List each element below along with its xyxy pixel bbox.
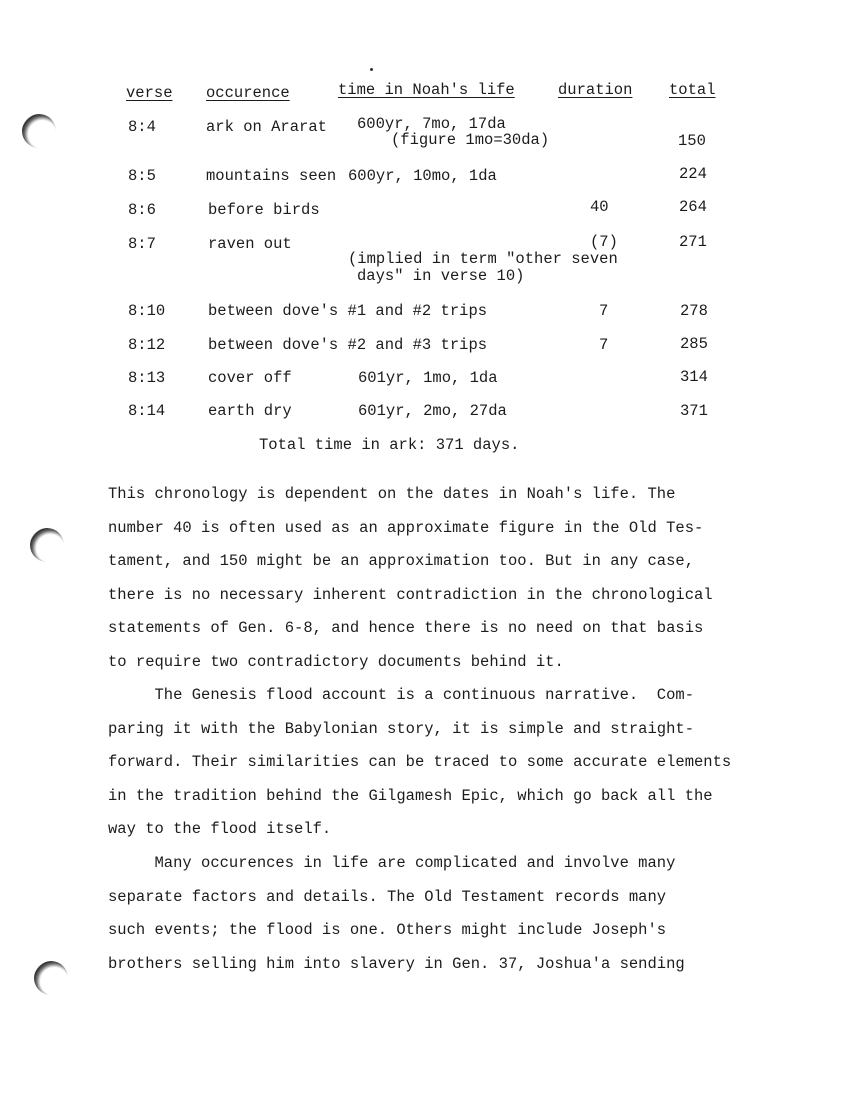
header-verse: verse	[126, 84, 173, 102]
paragraph-chronology	[108, 478, 808, 680]
row-time: 600yr, 7mo, 17da	[357, 115, 506, 133]
row-verse: 8:7	[128, 235, 156, 253]
text-line: paring it with the Babylonian story, it is simple and straight-	[108, 719, 694, 738]
text-line: in the tradition behind the Gilgamesh Epic, which go back all the	[108, 786, 713, 805]
row-event: between dove's #1 and #2 trips	[208, 302, 488, 320]
text-line: there is no necessary inherent contradiction in the chronological	[108, 585, 713, 604]
row-verse: 8:4	[128, 118, 156, 136]
row-event: between dove's #2 and #3 trips	[208, 336, 488, 354]
header-duration: duration	[558, 81, 633, 99]
total-time-line: Total time in ark: 371 days.	[259, 436, 520, 454]
text-line: This chronology is dependent on the dates in Noah's life. The	[108, 485, 676, 503]
row-note: (figure 1mo=30da)	[391, 131, 550, 149]
row-total: 278	[680, 302, 708, 320]
row-event: cover off	[208, 369, 292, 387]
row-total: 371	[680, 402, 708, 420]
row-verse: 8:14	[128, 402, 166, 420]
text-line: tament, and 150 might be an approximation too. But in any case,	[108, 552, 694, 571]
text-line: statements of Gen. 6-8, and hence there is no need on that basis	[108, 619, 704, 638]
row-duration: 7	[599, 302, 609, 320]
row-total: 314	[680, 368, 708, 386]
row-time: 600yr, 10mo, 1da	[348, 167, 497, 185]
row-duration: (7)	[590, 233, 618, 251]
header-total: total	[669, 81, 716, 99]
text-line: The Genesis flood account is a continuous narrative. Com-	[108, 686, 694, 704]
paragraph-occurences	[108, 847, 808, 981]
text-line: number 40 is often used as an approximate figure in the Old Tes-	[108, 518, 704, 537]
row-verse: 8:5	[128, 167, 156, 185]
row-verse: 8:6	[128, 201, 156, 219]
paragraph-genesis-account	[108, 679, 808, 847]
text-line: forward. Their similarities can be traced to some accurate elements	[108, 753, 732, 772]
row-duration: 40	[590, 198, 609, 216]
row-event: earth dry	[208, 402, 292, 420]
text-line: brothers selling him into slavery in Gen. 37, Joshua'a sending	[108, 954, 685, 973]
row-event: ark on Ararat	[206, 118, 327, 136]
text-line: to require two contradictory documents behind it.	[108, 652, 564, 671]
header-time: time in Noah's life	[338, 81, 515, 99]
row-total: 264	[679, 198, 707, 216]
text-line: way to the flood itself.	[108, 820, 332, 839]
row-verse: 8:10	[128, 302, 166, 320]
row-verse: 8:12	[128, 336, 166, 354]
text-line: Many occurences in life are complicated and involve many	[108, 854, 676, 872]
row-verse: 8:13	[128, 369, 166, 387]
header-occurence: occurence	[206, 84, 290, 102]
row-event: raven out	[208, 235, 292, 253]
row-time: 601yr, 1mo, 1da	[358, 369, 498, 387]
row-time: 601yr, 2mo, 27da	[358, 402, 507, 420]
binder-hole-middle	[30, 528, 64, 562]
binder-hole-top	[22, 114, 56, 148]
text-line: such events; the flood is one. Others might include Joseph's	[108, 921, 667, 940]
row-total: 285	[680, 335, 708, 353]
row-event: mountains seen	[206, 167, 337, 185]
row-event: before birds	[208, 201, 320, 219]
row-duration: 7	[599, 336, 609, 354]
row-note: days" in verse 10)	[357, 267, 525, 285]
ink-speck	[370, 68, 373, 71]
row-total: 271	[679, 233, 707, 251]
binder-hole-bottom	[34, 961, 68, 995]
text-line: separate factors and details. The Old Testament records many	[108, 887, 667, 906]
row-total: 150	[678, 132, 706, 150]
row-total: 224	[679, 165, 707, 183]
row-note: (implied in term "other seven	[348, 250, 618, 268]
